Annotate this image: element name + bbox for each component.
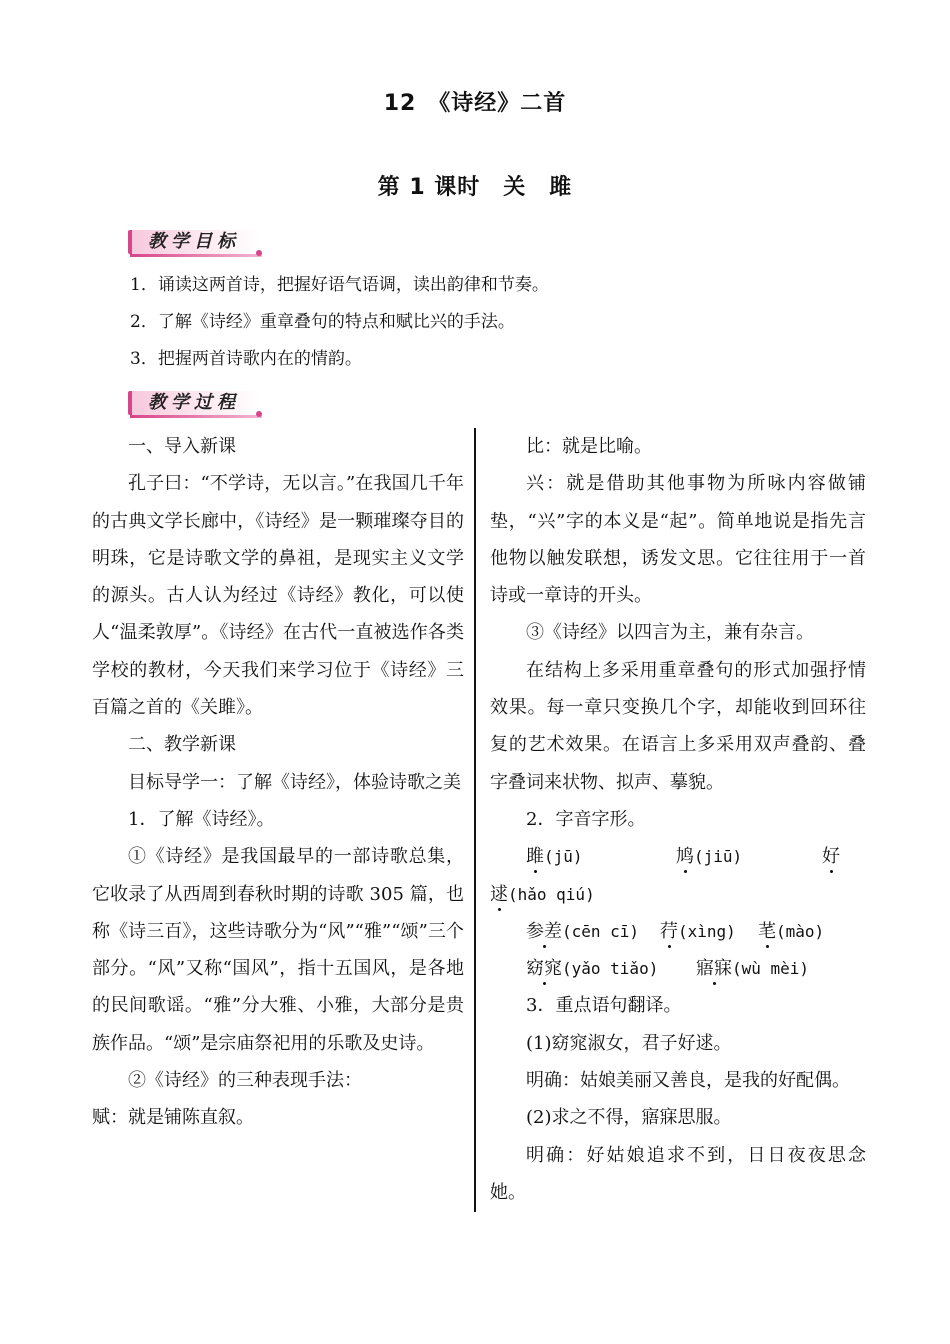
pinyin-reading: (mào) xyxy=(776,921,825,941)
body-paragraph: ②《诗经》的三种表现手法： xyxy=(128,1070,362,1092)
goal-item: 2．了解《诗经》重章叠句的特点和赋比兴的手法。 xyxy=(130,312,515,332)
body-paragraph: ①《诗经》是我国最早的一部诗歌总集，它收录了从西周到春秋时期的诗歌 305 篇，也称《诗三百》，这些诗歌分为“风”“雅”“颂”三个部分。“风”又称“国风”，指十五国风，是各地的民间歌谣。“雅”分大雅、小雅，大部分是贵族作品。“颂”是宗庙祭祀用的乐歌及史诗。 xyxy=(92,846,464,1054)
item-heading: 3．重点语句翻译。 xyxy=(526,995,682,1017)
item-heading: 2．字音字形。 xyxy=(526,808,646,830)
pinyin-row xyxy=(490,950,866,987)
section-heading: 二、教学新课 xyxy=(128,734,236,756)
pinyin-reading: (jū) xyxy=(544,847,583,867)
question: (1)窈窕淑女，君子好逑。 xyxy=(526,1032,732,1054)
intro-paragraph: 孔子曰：“不学诗，无以言。”在我国几千年的古典文学长廊中，《诗经》是一颗璀璨夺目的明珠，它是诗歌文学的鼻祖，是现实主义文学的源头。古人认为经过《诗经》教化，可以使人“温柔敦厚”。《诗经》在古代一直被选作各类学校的教材，今天我们来学习位于《诗经》三百篇之首的《关雎》。 xyxy=(92,473,464,719)
process-badge xyxy=(126,388,262,418)
pinyin-char: 雎 xyxy=(526,846,544,868)
goals-badge xyxy=(126,227,262,257)
left-column xyxy=(92,428,464,1137)
goal-item: 1．诵读这两首诗，把握好语气语调，读出韵律和节奏。 xyxy=(130,275,549,295)
process-badge-label: 教学过程 xyxy=(148,392,240,413)
page-title: 12 《诗经》二首 xyxy=(383,91,567,116)
pinyin-reading: (jiū) xyxy=(694,847,743,867)
pinyin-char: 好 xyxy=(822,846,840,868)
pinyin-reading: (yǎo tiǎo) xyxy=(562,959,659,979)
pinyin-char: 逑 xyxy=(490,883,508,905)
pinyin-char: 参差 xyxy=(526,920,562,942)
body-paragraph: 赋：就是铺陈直叙。 xyxy=(92,1107,254,1129)
target-heading: 目标导学一：了解《诗经》，体验诗歌之美 xyxy=(128,771,461,793)
pinyin-row xyxy=(490,876,866,913)
pinyin-char: 芼 xyxy=(758,920,776,942)
pinyin-char: 寤寐 xyxy=(696,958,732,980)
item-heading: 1．了解《诗经》。 xyxy=(128,808,275,830)
pinyin-char: 窈窕 xyxy=(526,958,562,980)
pinyin-row xyxy=(490,838,866,875)
pinyin-reading: (xìng) xyxy=(678,921,736,941)
body-paragraph: 在结构上多采用重章叠句的形式加强抒情效果。每一章只变换几个字，却能收到回环往复的艺术效果。在语言上多采用双声叠韵、叠字叠词来状物、拟声、摹貌。 xyxy=(490,659,866,793)
lesson-title: 第 1 课时 关 雎 xyxy=(377,175,573,200)
goals-badge-label: 教学目标 xyxy=(148,231,240,252)
question: (2)求之不得，寤寐思服。 xyxy=(526,1107,732,1129)
section-heading: 一、导入新课 xyxy=(128,436,236,457)
body-paragraph: ③《诗经》以四言为主，兼有杂言。 xyxy=(526,622,814,644)
goal-item: 3．把握两首诗歌内在的情韵。 xyxy=(130,349,362,369)
body-paragraph: 兴：就是借助其他事物为所咏内容做铺垫，“兴”字的本义是“起”。简单地说是指先言他物以触发联想，诱发文思。它往往用于一首诗或一章诗的开头。 xyxy=(490,473,866,607)
goals-list xyxy=(130,270,870,381)
pinyin-char: 鸠 xyxy=(676,846,694,868)
pinyin-reading: (cēn cī) xyxy=(562,921,640,941)
right-column xyxy=(490,428,866,1211)
answer: 明确：姑娘美丽又善良，是我的好配偶。 xyxy=(526,1070,850,1092)
pinyin-row xyxy=(490,913,866,950)
pinyin-reading: (hǎo qiú) xyxy=(508,884,595,904)
column-divider xyxy=(474,428,476,1212)
pinyin-char: 荇 xyxy=(660,920,678,942)
pinyin-reading: (wù mèi) xyxy=(732,959,810,979)
answer: 明确：好姑娘追求不到，日日夜夜思念她。 xyxy=(490,1144,866,1203)
body-paragraph: 比：就是比喻。 xyxy=(526,436,652,457)
